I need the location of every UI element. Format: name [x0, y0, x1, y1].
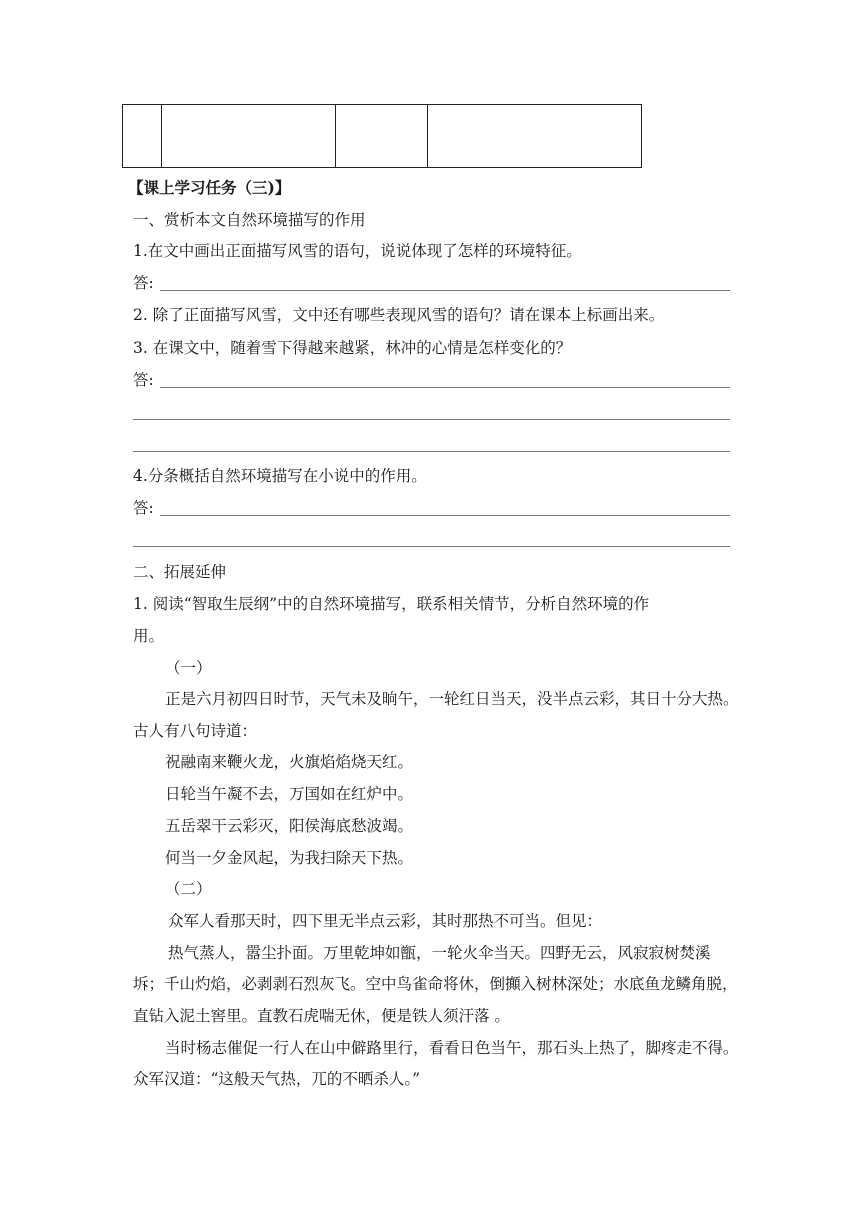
- answer-label: 答:: [133, 499, 154, 517]
- paragraph-line: 直钻入泥土窖里。直教石虎喘无休，便是铁人须汗落 。: [133, 1007, 510, 1025]
- section1-title: 一、赏析本文自然环境描写的作用: [133, 211, 366, 229]
- poem-line: 五岳翠干云彩灭，阳侯海底愁波竭。: [165, 817, 414, 835]
- question-3: 3. 在课文中，随着雪下得越来越紧，林冲的心情是怎样变化的？: [133, 339, 572, 357]
- table-fragment: [122, 104, 642, 168]
- question-2: 2. 除了正面描写风雪，文中还有哪些表现风雪的语句？请在课本上标画出来。: [133, 306, 665, 324]
- paragraph-line: 正是六月初四日时节，天气未及晌午，一轮红日当天，没半点云彩，其日十分大热。: [165, 690, 739, 708]
- paragraph-line: 当时杨志催促一行人在山中僻路里行，看看日色当午，那石头上热了，脚疼走不得。: [165, 1039, 739, 1057]
- table-divider: [161, 105, 162, 167]
- question-4: 4.分条概括自然环境描写在小说中的作用。: [133, 467, 427, 485]
- paragraph-line: 坼；千山灼焰，必剥剥石烈灰飞。空中鸟雀命将休，倒攧入树林深处；水底鱼龙鳞角脱，: [133, 975, 738, 993]
- paragraph-line: 众军汉道：“这般天气热，兀的不晒杀人。”: [133, 1070, 421, 1088]
- answer-label: 答:: [133, 274, 154, 292]
- table-divider: [335, 105, 336, 167]
- answer-line: [133, 546, 730, 547]
- answer-line: [133, 419, 730, 420]
- answer-line: [160, 290, 730, 291]
- answer-line: [133, 451, 730, 452]
- paragraph-line: 热气蒸人，嚣尘扑面。万里乾坤如甑，一轮火伞当天。四野无云，风寂寂树焚溪: [168, 944, 711, 962]
- question-1: 1.在文中画出正面描写风雪的语句，说说体现了怎样的环境特征。: [133, 242, 582, 260]
- poem-line: 何当一夕金风起，为我扫除天下热。: [165, 849, 414, 867]
- poem-line: 祝融南来鞭火龙，火旗焰焰烧天红。: [165, 753, 414, 771]
- answer-line: [160, 387, 730, 388]
- part1-label: （一）: [165, 659, 212, 677]
- poem-line: 日轮当午凝不去，万国如在红炉中。: [165, 785, 414, 803]
- part2-label: （二）: [165, 880, 212, 898]
- section2-title: 二、拓展延伸: [133, 563, 227, 581]
- answer-label: 答:: [133, 371, 154, 389]
- extension-question-line1: 1. 阅读“智取生辰纲”中的自然环境描写，联系相关情节，分析自然环境的作: [133, 595, 650, 613]
- answer-line: [160, 515, 730, 516]
- task-heading: 【课上学习任务（三)】: [128, 178, 291, 197]
- table-divider: [427, 105, 428, 167]
- extension-question-line2: 用。: [133, 627, 165, 645]
- paragraph-line: 众军人看那天时，四下里无半点云彩，其时那热不可当。但见：: [168, 912, 603, 930]
- paragraph-line: 古人有八句诗道：: [133, 722, 258, 740]
